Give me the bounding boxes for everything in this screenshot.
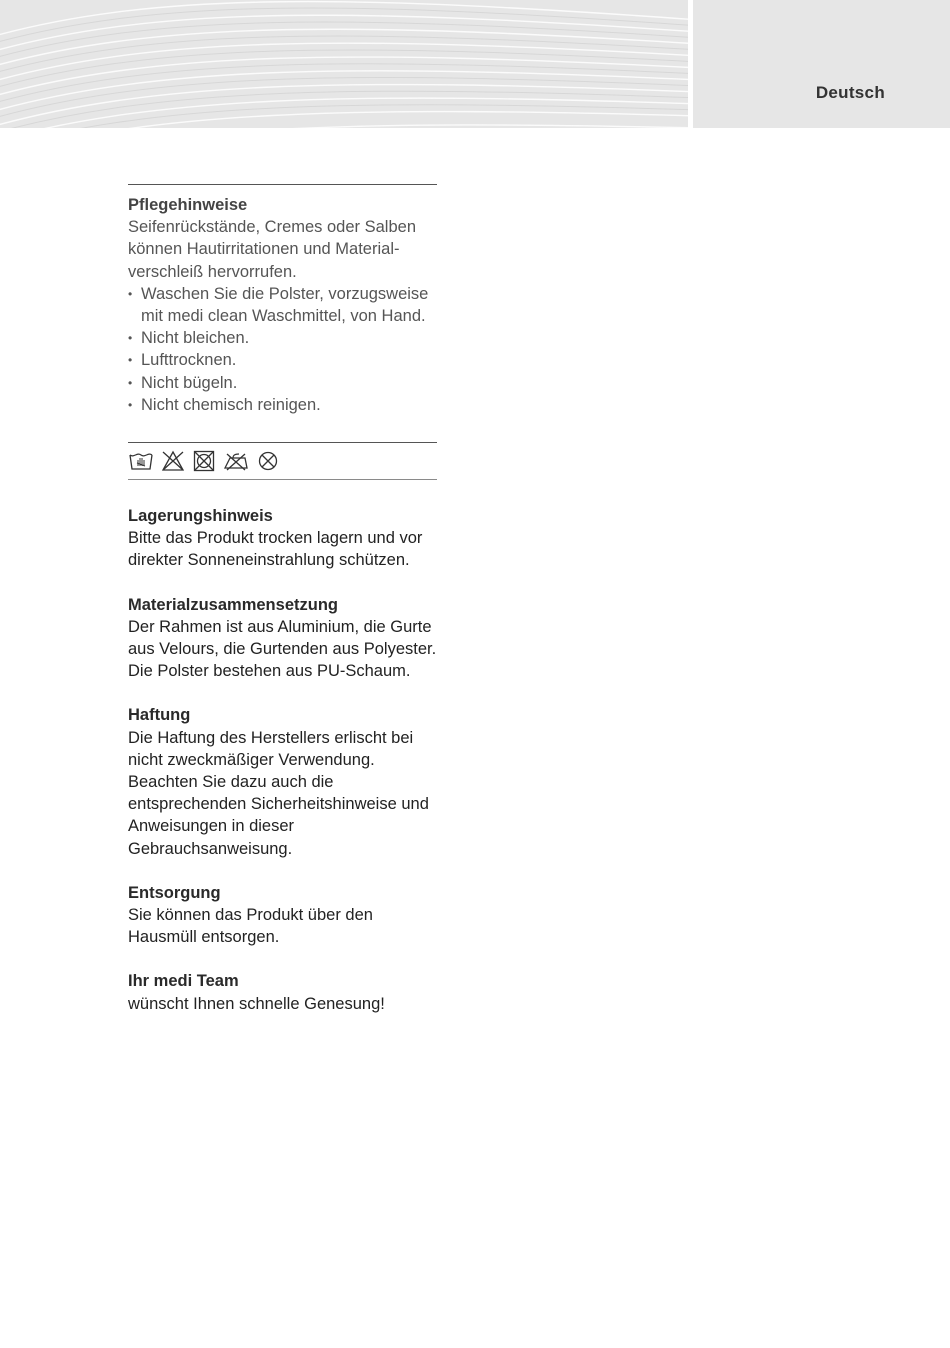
care-intro: Seifenrückstände, Cremes oder Salben können Hautirritationen und Materialverschleiß hervorrufen. — [128, 218, 416, 281]
divider — [128, 184, 437, 185]
team-section — [128, 970, 437, 1014]
care-list — [128, 283, 437, 416]
care-item: • Nicht chemisch reinigen. — [128, 394, 437, 416]
liability-text: Die Haftung des Herstellers erlischt bei nicht zweckmäßiger Verwendung. Beachten Sie dazu auch die entsprechenden Sicherheitshinweise und Anweisungen in dieser Gebrauchsanweisung. — [128, 728, 429, 858]
hand-wash-icon — [129, 450, 153, 472]
document-content — [128, 184, 437, 1015]
divider — [128, 479, 437, 480]
care-item: • Lufttrocknen. — [128, 349, 437, 371]
care-section — [128, 194, 437, 416]
team-text: wünscht Ihnen schnelle Genesung! — [128, 994, 385, 1013]
care-item: • Nicht bleichen. — [128, 327, 437, 349]
care-item: • Nicht bügeln. — [128, 372, 437, 394]
language-tab — [693, 0, 950, 128]
care-title: Pflegehinweise — [128, 196, 248, 214]
wave-pattern — [0, 0, 688, 128]
material-title: Materialzusammensetzung — [128, 595, 338, 614]
material-text: Der Rahmen ist aus Aluminium, die Gurte aus Velours, die Gurtenden aus Polyester. Die Polster bestehen aus PU-Schaum. — [128, 617, 437, 681]
care-item: • Waschen Sie die Polster, vorzugsweise mit medi clean Waschmittel, von Hand. — [128, 283, 437, 327]
team-title: Ihr medi Team — [128, 972, 239, 991]
disposal-text: Sie können das Produkt über den Hausmüll entsorgen. — [128, 906, 373, 947]
liability-section — [128, 704, 437, 859]
storage-text: Bitte das Produkt trocken lagern und vor direkter Sonneneinstrahlung schützen. — [128, 529, 423, 570]
no-tumble-dry-icon — [193, 450, 215, 472]
material-section — [128, 594, 437, 683]
care-symbols — [128, 443, 437, 479]
storage-section — [128, 505, 437, 572]
disposal-section — [128, 882, 437, 949]
disposal-title: Entsorgung — [128, 883, 221, 902]
liability-title: Haftung — [128, 706, 191, 725]
no-iron-icon — [223, 450, 249, 472]
header-wave-band — [0, 0, 688, 128]
no-dry-clean-icon — [257, 450, 279, 472]
storage-title: Lagerungshinweis — [128, 507, 273, 526]
language-label: Deutsch — [815, 83, 885, 102]
no-bleach-icon — [161, 450, 185, 472]
